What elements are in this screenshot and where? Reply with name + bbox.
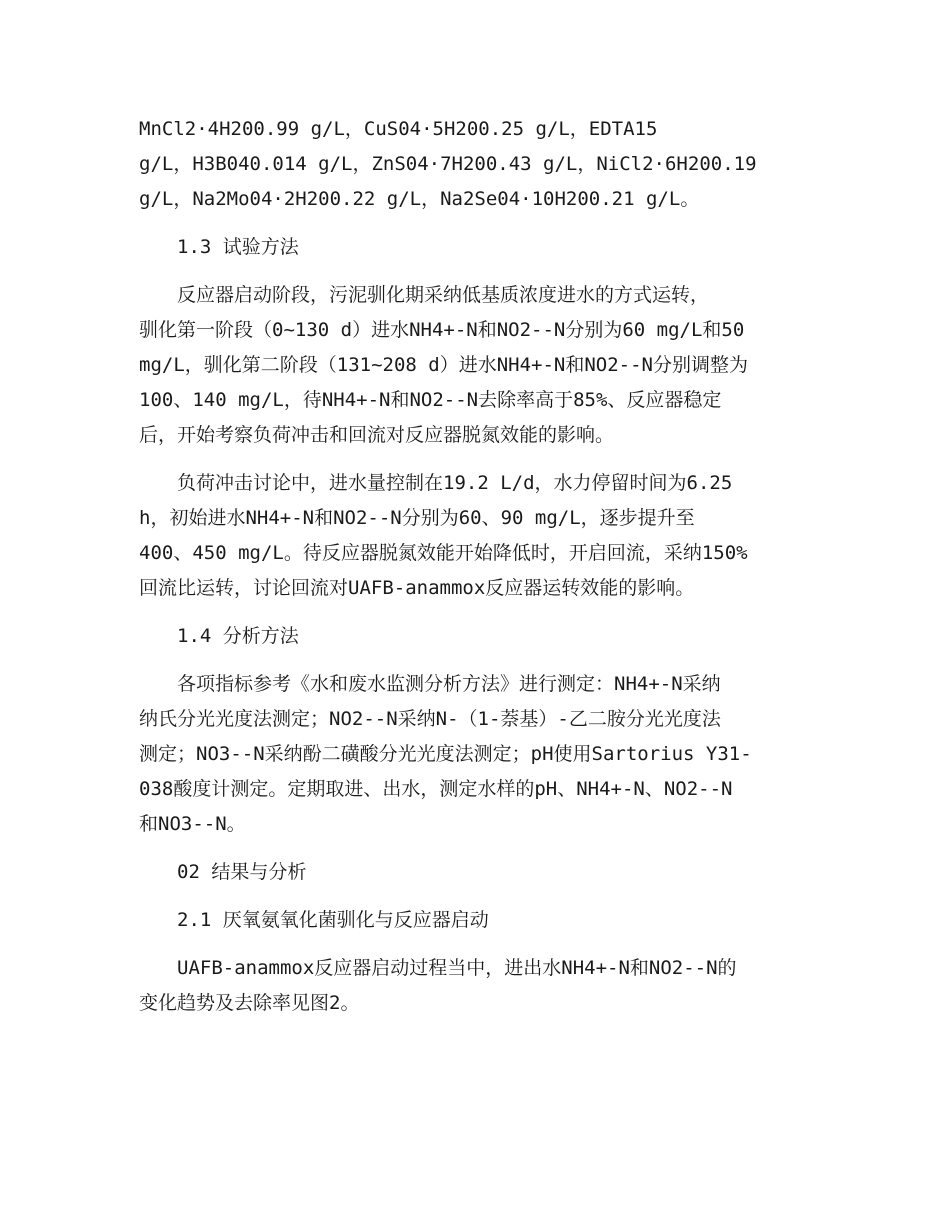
document-body — [139, 112, 811, 1034]
load-shock-paragraph — [139, 466, 811, 606]
startup-results-paragraph — [139, 951, 811, 1021]
paragraph-line: 和NO3--N。 — [139, 813, 246, 835]
paragraph-line: 反应器启动阶段，污泥驯化期采纳低基质浓度进水的方式运转， — [177, 284, 710, 306]
paragraph-line: g/L，H3B040.014 g/L，ZnS04·7H200.43 g/L，NiCl2·6H200.19 — [139, 153, 757, 175]
paragraph-line: MnCl2·4H200.99 g/L，CuS04·5H200.25 g/L，EDTA15 — [139, 118, 658, 140]
paragraph-line: 纳氏分光光度法测定；NO2--N采纳N-（1-萘基）-乙二胺分光光度法 — [139, 708, 721, 730]
paragraph-line: 后，开始考察负荷冲击和回流对反应器脱氮效能的影响。 — [139, 424, 615, 446]
paragraph-line: h，初始进水NH4+-N和NO2--N分别为60、90 mg/L，逐步提升至 — [139, 507, 695, 529]
paragraph-line: g/L，Na2Mo04·2H200.22 g/L，Na2Se04·10H200.21 g/L。 — [139, 188, 700, 210]
paragraph-line: 回流比运转，讨论回流对UAFB-anammox反应器运转效能的影响。 — [139, 577, 695, 599]
section-heading-02: 02 结果与分析 — [177, 861, 307, 883]
section-heading-1-4: 1.4 分析方法 — [177, 625, 299, 647]
paragraph-line: 各项指标参考《水和废水监测分析方法》进行测定：NH4+-N采纳 — [177, 673, 721, 695]
paragraph-line: mg/L，驯化第二阶段（131~208 d）进水NH4+-N和NO2--N分别调整为 — [139, 354, 748, 376]
paragraph-line: 100、140 mg/L，待NH4+-N和NO2--N去除率高于85%、反应器稳定 — [139, 389, 722, 411]
paragraph-line: 驯化第一阶段（0~130 d）进水NH4+-N和NO2--N分别为60 mg/L和50 — [139, 319, 745, 341]
analysis-method-paragraph — [139, 667, 811, 842]
section-heading-2-1: 2.1 厌氧氨氧化菌驯化与反应器启动 — [177, 909, 489, 931]
startup-method-paragraph — [139, 278, 811, 453]
paragraph-line: 400、450 mg/L。待反应器脱氮效能开始降低时，开启回流，采纳150% — [139, 542, 748, 564]
section-heading-1-3: 1.3 试验方法 — [177, 236, 299, 258]
reagent-list-paragraph — [139, 112, 811, 217]
paragraph-line: 负荷冲击讨论中，进水量控制在19.2 L/d，水力停留时间为6.25 — [177, 472, 733, 494]
paragraph-line: 038酸度计测定。定期取进、出水，测定水样的pH、NH4+-N、NO2--N — [139, 778, 733, 800]
paragraph-line: UAFB-anammox反应器启动过程当中，进出水NH4+-N和NO2--N的 — [177, 957, 737, 979]
paragraph-line: 测定；NO3--N采纳酚二磺酸分光光度法测定；pH使用Sartorius Y31- — [139, 743, 752, 765]
paragraph-line: 变化趋势及去除率见图2。 — [139, 992, 360, 1014]
